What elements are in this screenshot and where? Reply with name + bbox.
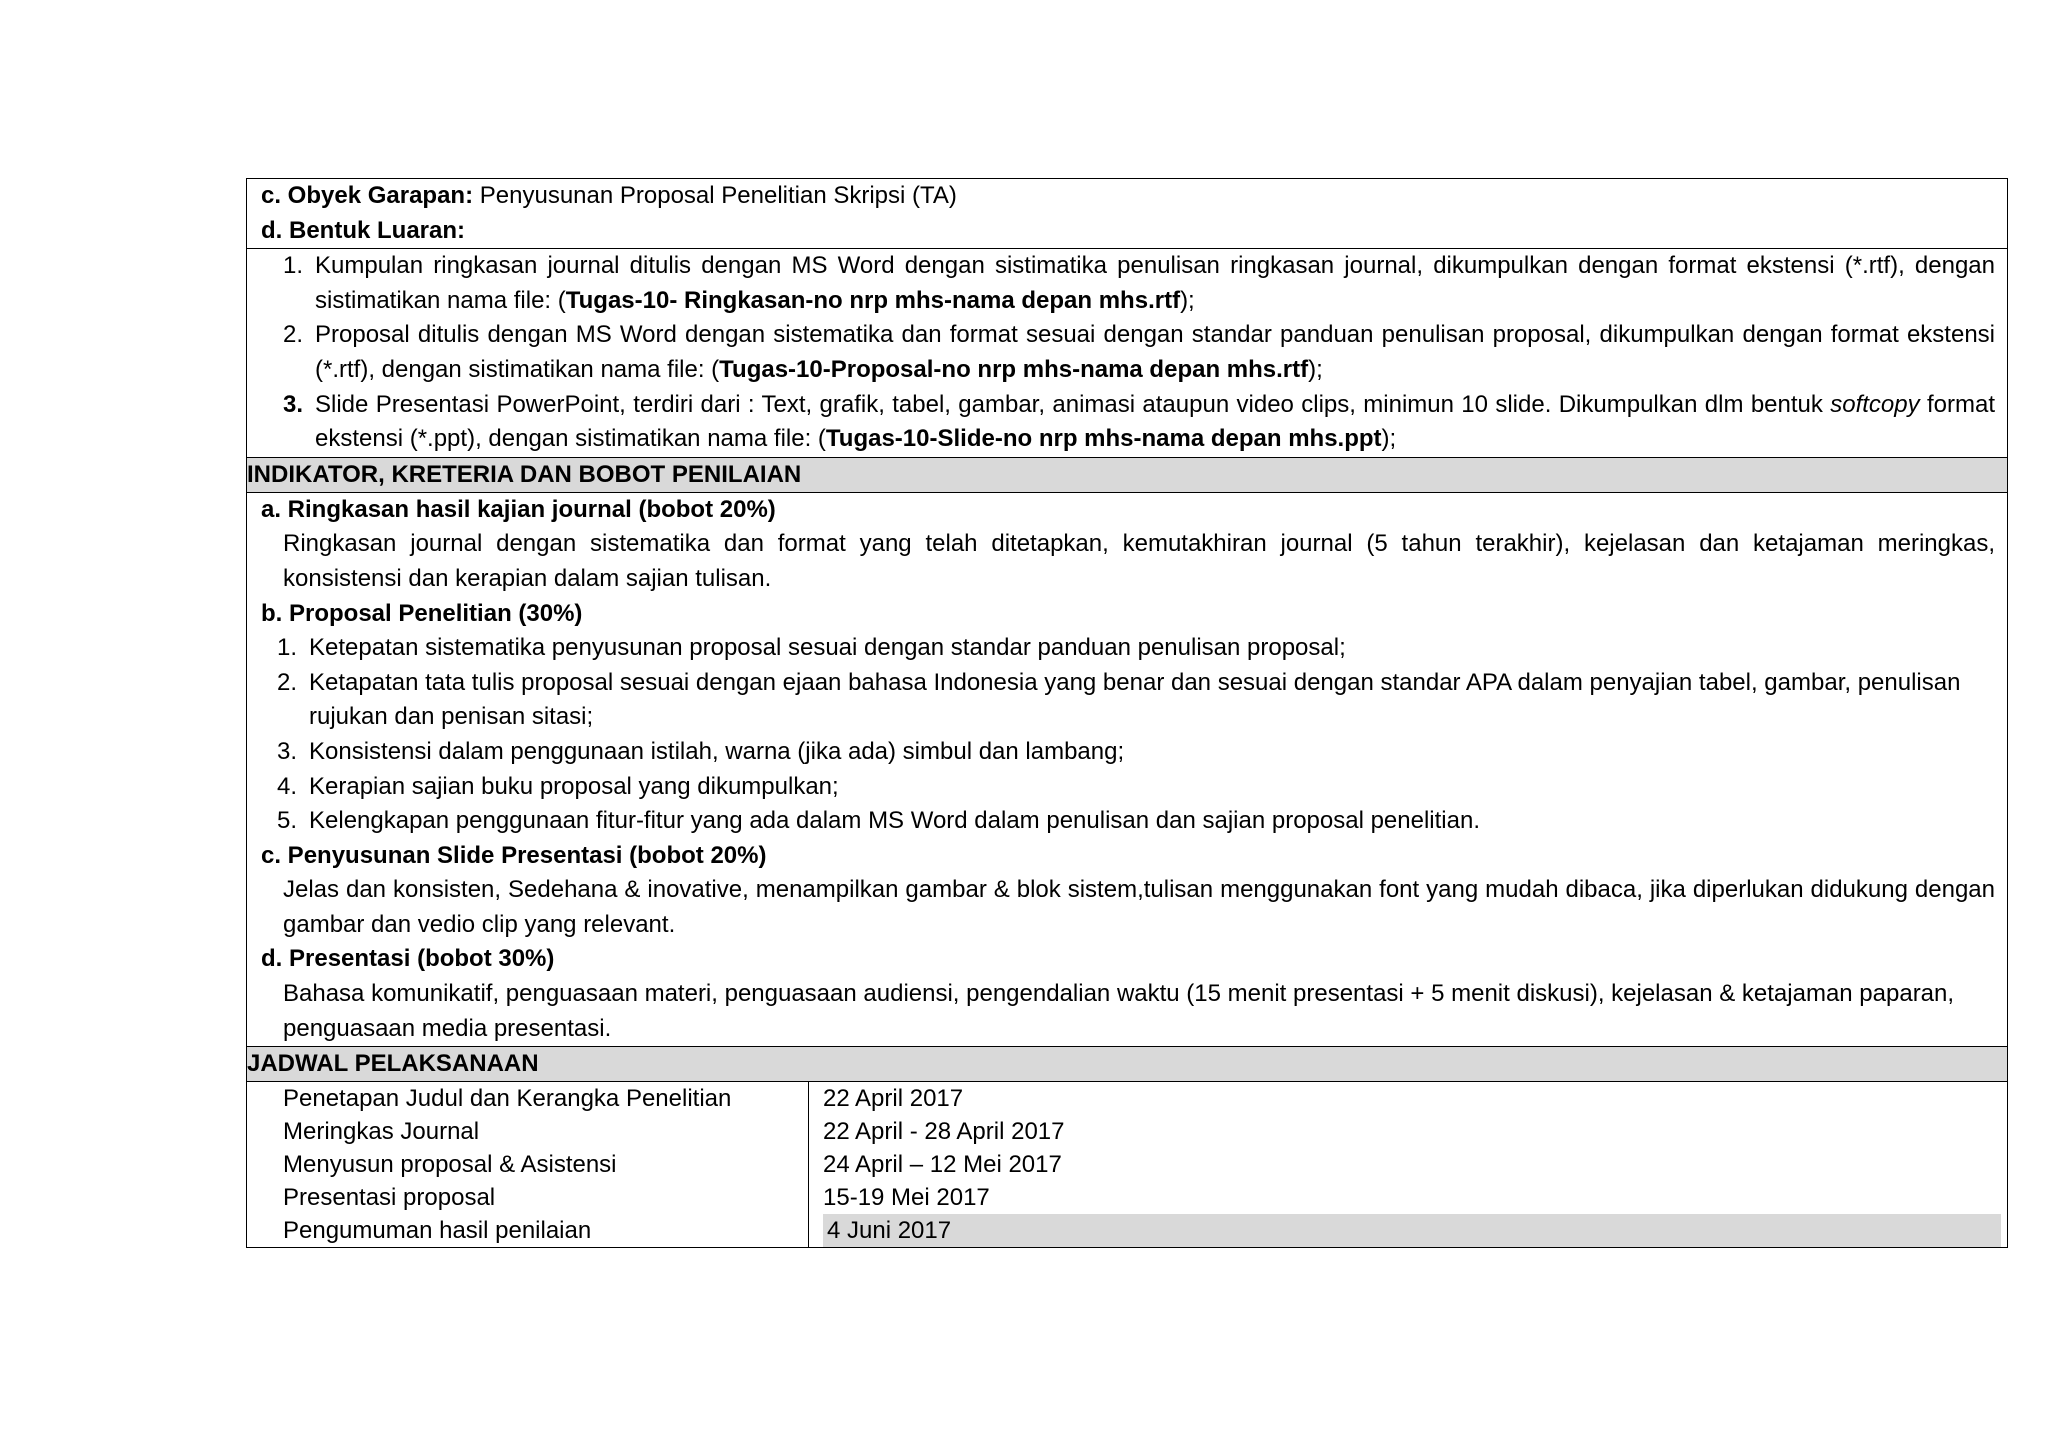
activity-cell: Menyusun proposal & Asistensi [247, 1148, 809, 1181]
list-number: 3. [276, 737, 297, 765]
item-text: Kerapian sajian buku proposal yang dikumpulkan; [309, 772, 839, 800]
criteria-b-item [263, 770, 1995, 805]
date-cell: 24 April – 12 Mei 2017 [823, 1151, 1062, 1179]
luaran-item-text [315, 249, 1995, 318]
date-cell: 22 April 2017 [823, 1085, 964, 1113]
criteria-a-text: Ringkasan journal dengan sistematika dan format yang telah ditetapkan, kemutakhiran journal (5 tahun terakhir), kejelasan dan ketajaman meringkas, konsistensi dan kerapian dalam sajian tulisan. [283, 530, 1995, 592]
criteria-b-list [247, 631, 2007, 839]
obyek-value: Penyusunan Proposal Penelitian Skripsi (TA) [473, 182, 957, 209]
filename: Tugas-10- Ringkasan-no nrp mhs-nama depan mhs.rtf [565, 286, 1181, 314]
list-number: 2. [282, 321, 303, 349]
activity-cell: Penetapan Judul dan Kerangka Penelitian [247, 1082, 809, 1115]
activity-cell: Meringkas Journal [247, 1115, 809, 1148]
activity-cell: Presentasi proposal [247, 1181, 809, 1214]
item-text: Ketapatan tata tulis proposal sesuai dengan ejaan bahasa Indonesia yang benar dan sesuai dengan standar APA dalam penyajian tabel, gambar, penulisan rujukan dan penisan sitasi; [309, 668, 1961, 731]
list-number: 4. [276, 772, 297, 800]
luaran-section [247, 249, 2007, 458]
luaran-item-text [315, 388, 1995, 457]
criteria-b-item [263, 804, 1995, 839]
item-text: Slide Presentasi PowerPoint, terdiri dari : Text, grafik, tabel, gambar, animasi ataupun video clips, minimun 10 slide. Dikumpulkan dlm bentuk [315, 390, 1831, 418]
criteria-c-text: Jelas dan konsisten, Sedehana & inovative, menampilkan gambar & blok sistem,tulisan menggunakan font yang mudah dibaca, jika diperlukan didukung dengan gambar dan vedio clip yang relevant. [283, 876, 1995, 938]
item-text: Ketepatan sistematika penyusunan proposal sesuai dengan standar panduan penulisan proposal; [309, 634, 1346, 662]
date-cell: 15-19 Mei 2017 [823, 1184, 990, 1212]
item-text: Kumpulan ringkasan journal ditulis dengan MS Word dengan sistimatika penulisan ringkasan journal, dikumpulkan dengan format ekstensi (*.rtf), dengan sistimatikan nama file: ( [315, 252, 1995, 314]
criteria-b-item [263, 631, 1995, 666]
date-cell: 22 April - 28 April 2017 [823, 1118, 1065, 1146]
table-row [247, 1214, 2007, 1247]
item-end: ); [1180, 286, 1195, 314]
item-text: Proposal ditulis dengan MS Word dengan sistematika dan format sesuai dengan standar panduan penulisan proposal, dikumpulkan dengan format ekstensi (*.rtf), dengan sistimatikan nama file: ( [315, 321, 1995, 383]
luaran-item [269, 249, 1995, 318]
criteria-d-title: d. Presentasi (bobot 30%) [261, 945, 555, 973]
criteria-d-text: Bahasa komunikatif, penguasaan materi, penguasaan audiensi, pengendalian waktu (15 menit presentasi + 5 menit diskusi), kejelasan & ketajaman paparan, penguasaan media presentasi. [283, 980, 1955, 1042]
filename: Tugas-10-Proposal-no nrp mhs-nama depan mhs.rtf [719, 355, 1309, 383]
table-row [247, 1082, 2007, 1115]
table-row [247, 1115, 2007, 1148]
luaran-item-text [315, 318, 1995, 387]
criteria-b-item [263, 735, 1995, 770]
item-text: Kelengkapan penggunaan fitur-fitur yang ada dalam MS Word dalam penulisan dan sajian proposal penelitian. [309, 807, 1480, 835]
item-italic: softcopy [1830, 390, 1920, 418]
indikator-header: INDIKATOR, KRETERIA DAN BOBOT PENILAIAN [247, 458, 2007, 493]
date-text: 4 Juni 2017 [823, 1214, 2001, 1247]
obyek-section [247, 179, 2007, 249]
document-table [246, 178, 2008, 1248]
luaran-list [247, 249, 2007, 457]
luaran-item [269, 388, 1995, 457]
criteria-b-title: b. Proposal Penelitian (30%) [261, 599, 583, 627]
activity-cell: Pengumuman hasil penilaian [247, 1214, 809, 1247]
criteria-c-title: c. Penyusunan Slide Presentasi (bobot 20%) [261, 841, 767, 869]
list-number: 2. [276, 668, 297, 696]
obyek-line [247, 179, 2007, 214]
list-number: 1. [276, 634, 297, 662]
table-row [247, 1181, 2007, 1214]
item-text: Konsistensi dalam penggunaan istilah, warna (jika ada) simbul dan lambang; [309, 737, 1125, 765]
schedule-table [247, 1082, 2007, 1247]
jadwal-header: JADWAL PELAKSANAAN [247, 1047, 2007, 1082]
luaran-item [269, 318, 1995, 387]
criteria-a-title: a. Ringkasan hasil kajian journal (bobot 20%) [261, 495, 776, 523]
item-text-2: format ekstensi (*.ppt), dengan sistimatikan nama file: ( [315, 390, 1995, 453]
jadwal-section [247, 1082, 2007, 1247]
indikator-section [247, 493, 2007, 1048]
table-row [247, 1148, 2007, 1181]
luaran-label: d. Bentuk Luaran: [261, 216, 466, 244]
list-number: 5. [276, 807, 297, 835]
item-end: ); [1308, 355, 1323, 383]
criteria-b-item [263, 666, 1995, 735]
obyek-label: c. Obyek Garapan: [261, 182, 474, 209]
filename: Tugas-10-Slide-no nrp mhs-nama depan mhs.ppt [825, 425, 1382, 453]
date-cell [809, 1214, 2008, 1247]
list-number: 1. [282, 252, 303, 280]
list-number: 3. [282, 390, 303, 418]
item-end: ); [1381, 425, 1397, 453]
